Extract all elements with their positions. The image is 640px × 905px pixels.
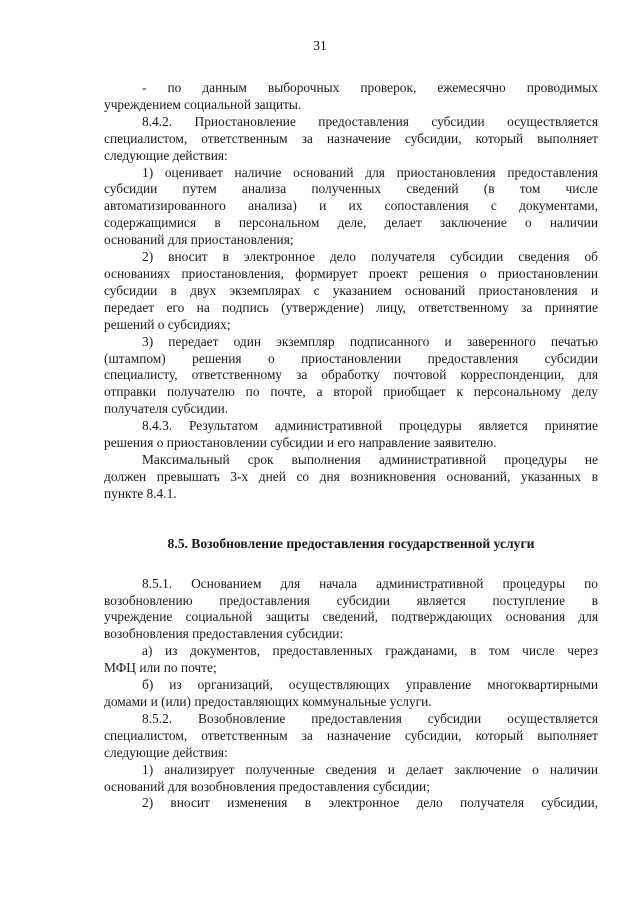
paragraph — [104, 576, 598, 644]
text-line: возобновления предоставления субсидии: — [104, 626, 344, 642]
text-line: оснований для приостановления; — [104, 232, 294, 248]
text-line: основаниях приостановления, формирует проект решения о приостановлении — [104, 265, 598, 281]
text-line: 3) передает один экземпляр подписанного и заверенного печатью — [142, 333, 598, 349]
paragraph — [104, 249, 598, 334]
paragraph — [104, 452, 598, 503]
text-line: 2) вносит изменения в электронное дело получателя субсидии, — [142, 795, 598, 811]
paragraph — [104, 762, 598, 796]
text-line: 1) оценивает наличие оснований для приостановления предоставления — [142, 164, 598, 180]
spacer — [104, 552, 598, 576]
paragraph — [104, 334, 598, 419]
text-line: (штампом) решения о приостановлении предоставления субсидии — [104, 350, 598, 366]
text-line: автоматизированного анализа) и их сопоставления с документами, — [104, 198, 598, 214]
text-line: пункте 8.4.1. — [104, 485, 177, 501]
text-line: 2) вносит в электронное дело получателя субсидии сведения об — [142, 249, 598, 265]
paragraph — [104, 165, 598, 250]
text-line: МФЦ или по почте; — [104, 660, 217, 676]
text-line: субсидии в двух экземплярах с указанием оснований приостановления и — [104, 282, 598, 298]
text-line: 8.4.3. Результатом административной процедуры является принятие — [142, 418, 598, 434]
paragraph — [104, 80, 598, 114]
text-line: отправки получателю по почте, а второй приобщает к персональному делу — [104, 384, 598, 400]
section-heading: 8.5. Возобновление предоставления государственной услуги — [167, 535, 535, 551]
text-line: 8.5.1. Основанием для начала административной процедуры по — [142, 575, 598, 591]
text-line: возобновлению предоставления субсидии является поступление в — [104, 592, 598, 608]
paragraph — [104, 418, 598, 452]
text-line: получателя субсидии. — [104, 401, 229, 417]
text-line: должен превышать 3-х дней со дня возникновения оснований, указанных в — [104, 468, 598, 484]
paragraph — [104, 795, 598, 812]
text-line: учреждением социальной защиты. — [104, 96, 302, 112]
paragraph — [104, 643, 598, 677]
page-number: 31 — [313, 38, 327, 53]
text-line: 8.4.2. Приостановление предоставления субсидии осуществляется — [142, 113, 598, 129]
text-line: следующие действия: — [104, 744, 228, 760]
text-line: содержащимися в персональном деле, делает заключение о наличии — [104, 215, 598, 231]
text-line: Максимальный срок выполнения административной процедуры не — [142, 451, 598, 467]
text-line: решения о приостановлении субсидии и его направление заявителю. — [104, 435, 497, 451]
spacer — [104, 503, 598, 535]
text-line: специалистом, ответственным за назначение субсидии, который выполняет — [104, 727, 598, 743]
text-line: решений о субсидиях; — [104, 316, 231, 332]
paragraph — [104, 677, 598, 711]
text-line: следующие действия: — [104, 147, 228, 163]
document-body — [104, 80, 598, 812]
text-line: специалисту, ответственному за обработку почтовой корреспонденции, для — [104, 367, 598, 383]
text-line: субсидии путем анализа полученных сведений (в том числе — [104, 181, 598, 197]
paragraph — [104, 711, 598, 762]
text-line: а) из документов, предоставленных гражданами, в том числе через — [142, 643, 598, 659]
text-line: б) из организаций, осуществляющих управление многоквартирными — [142, 677, 598, 693]
text-line: 1) анализирует полученные сведения и делает заключение о наличии — [142, 761, 598, 777]
text-line: специалистом, ответственным за назначение субсидии, который выполняет — [104, 130, 598, 146]
text-line: учреждение социальной защиты сведений, подтверждающих основания для — [104, 609, 598, 625]
text-line: 8.5.2. Возобновление предоставления субсидии осуществляется — [142, 710, 598, 726]
text-line: - по данным выборочных проверок, ежемесячно проводимых — [142, 80, 598, 95]
paragraph — [104, 114, 598, 165]
text-line: передает его на подпись (утверждение) лицу, ответственному за принятие — [104, 299, 598, 315]
text-line: оснований для возобновления предоставления субсидии; — [104, 778, 430, 794]
text-line: домами и (или) предоставляющих коммунальные услуги. — [104, 694, 432, 709]
